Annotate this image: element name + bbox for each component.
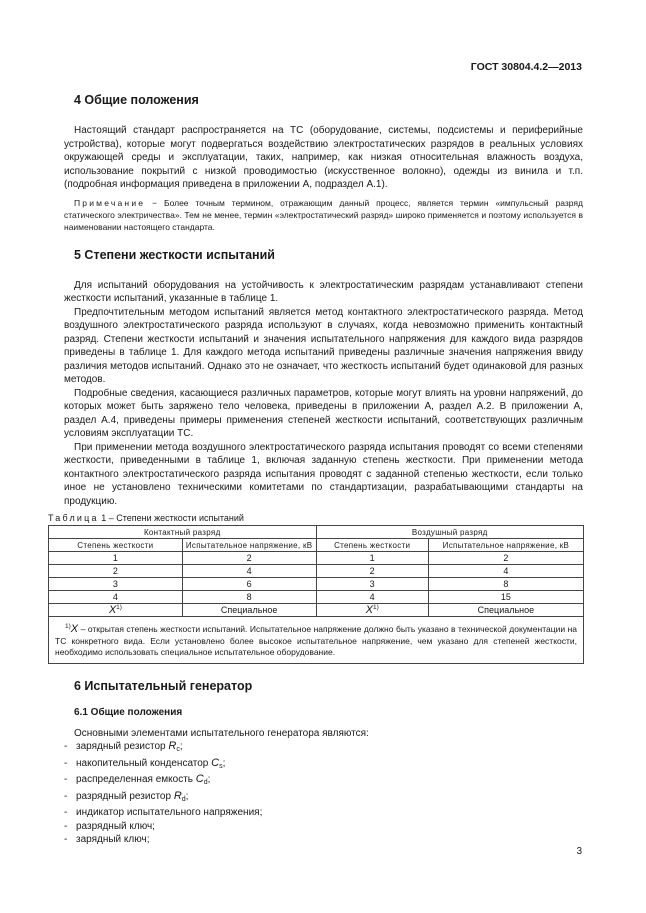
list-item: - разрядный резистор $R_d$; xyxy=(64,789,189,803)
section-5-paragraph-3: Подробные сведения, касающиеся различных параметров, которые могут влиять на уровни напряжений, до которых может быть заряжено тело человека, приведены в приложении А, раздел А.2. В приложении А, раздел А.4, приведены примеры применения степеней жесткости испытаний, соответствующих различным условиям эксплуатации ТС. xyxy=(64,387,583,439)
section-6-intro: Основными элементами испытательного генератора являются: xyxy=(74,727,369,739)
page-number: 3 xyxy=(576,846,582,857)
table-row xyxy=(49,578,584,591)
table-cell: 4 xyxy=(428,565,583,578)
table-cell: 8 xyxy=(182,591,316,604)
table-cell: Специальное xyxy=(428,604,583,617)
table-cell: 2 xyxy=(182,552,316,565)
table-cell: 15 xyxy=(428,591,583,604)
page-content xyxy=(48,93,583,847)
header-contact-level: Степень жесткости xyxy=(49,539,183,552)
section-6-title: 6 Испытательный генератор xyxy=(74,678,253,693)
table-cell: 2 xyxy=(49,565,183,578)
header-contact-discharge: Контактный разряд xyxy=(49,526,317,539)
table-row xyxy=(49,591,584,604)
table-cell: 6 xyxy=(182,578,316,591)
generator-elements-list xyxy=(64,740,583,847)
table-footnote: $^{1)}$X – открытая степень жесткости испытаний. Испытательное напряжение должно быть указано в технической документации на ТС конкретного вида. Если установлено более высокое испытательное напряжение, чем указано для степеней жесткости, необходимо использовать специальное испытательное оборудование. xyxy=(49,617,584,664)
section-4-title: 4 Общие положения xyxy=(74,93,199,107)
list-item: - разрядный ключ; xyxy=(64,820,155,832)
table-cell: 4 xyxy=(49,591,183,604)
table-row xyxy=(49,565,584,578)
table-cell: $X^{1)}$ xyxy=(316,604,428,617)
note-text: − Более точным термином, отражающим данный процесс, является термин «импульсный разряд статического электричества». Тем не менее, термин «электростатический разряд» широко применяется и поэтому используется в наименовании настоящего стандарта. xyxy=(64,197,583,232)
section-5-paragraph-1: Для испытаний оборудования на устойчивость к электростатическим разрядам устанавливают степени жесткости испытаний, указанные в таблице 1. xyxy=(64,279,583,304)
table-cell: 8 xyxy=(428,578,583,591)
table-cell: 1 xyxy=(316,552,428,565)
table-cell: 3 xyxy=(49,578,183,591)
table-row-special xyxy=(49,604,584,617)
table-cell: 2 xyxy=(428,552,583,565)
table-cell: 3 xyxy=(316,578,428,591)
table-cell: 2 xyxy=(316,565,428,578)
table-row xyxy=(49,552,584,565)
list-item: - распределенная емкость $C_d$; xyxy=(64,773,211,786)
table-cell: Специальное xyxy=(182,604,316,617)
table-cell: 1 xyxy=(49,552,183,565)
table-footnote-row xyxy=(49,617,584,664)
list-item: - индикатор испытательного напряжения; xyxy=(64,807,263,818)
header-contact-voltage: Испытательное напряжение, кВ xyxy=(182,539,316,552)
section-5-paragraph-4: При применении метода воздушного электростатического разряда испытания проводят со всеми степенями жесткости, приведенными в таблице 1, включая заданную степень жесткости. При применении метода контактного электростатического разряда испытания проводят с заданной степенью жесткости, если только иное не установлено техническими комитетами по стандартизации, разрабатывающими стандарты на продукцию. xyxy=(64,441,583,507)
list-item: - зарядный резистор $R_c$; xyxy=(64,740,183,753)
table-header-columns xyxy=(49,539,584,552)
table-cell: 4 xyxy=(182,565,316,578)
table-1 xyxy=(48,525,584,664)
section-5-paragraph-2: Предпочтительным методом испытаний является метод контактного электростатического разряда. Метод воздушного электростатического разряда используют в случаях, когда невозможно применить контактный разряд. Степени жесткости испытаний и значения испытательного напряжения для каждого вида разрядов приведены в таблице 1. Для каждого метода испытаний приведены различные значения напряжения ввиду различия методов испытаний. Однако это не означает, что жесткость испытаний будет одинаковой для разных методов. xyxy=(64,306,583,385)
section-5-title: 5 Степени жесткости испытаний xyxy=(74,247,275,262)
note-label: Примечание xyxy=(74,197,146,208)
header-air-level: Степень жесткости xyxy=(316,539,428,552)
table-header-group xyxy=(49,526,584,539)
section-4-note xyxy=(64,197,583,233)
list-item: - накопительный конденсатор $C_s$; xyxy=(64,756,226,770)
table-1-caption: Таблица 1 – Степени жесткости испытаний xyxy=(48,513,244,523)
list-item: - зарядный ключ; xyxy=(64,834,150,845)
standard-code: ГОСТ 30804.4.2—2013 xyxy=(470,61,582,73)
header-air-voltage: Испытательное напряжение, кВ xyxy=(428,539,583,552)
table-cell: 4 xyxy=(316,591,428,604)
table-cell: $X^{1)}$ xyxy=(49,604,183,617)
section-6-1-title: 6.1 Общие положения xyxy=(74,706,183,718)
section-4-paragraph: Настоящий стандарт распространяется на ТС (оборудование, системы, подсистемы и периферийные устройства), которые могут подвергаться воздействию электростатических разрядов в реальных условиях окружающей среды и эксплуатации, таких, например, как низкая относительная влажность воздуха, использование покрытий с низкой проводимостью (искусственное волокно), одежды из винила и т.п. (подробная информация приведена в приложении А, подраздел А.1). xyxy=(64,125,583,190)
header-air-discharge: Воздушный разряд xyxy=(316,526,584,539)
